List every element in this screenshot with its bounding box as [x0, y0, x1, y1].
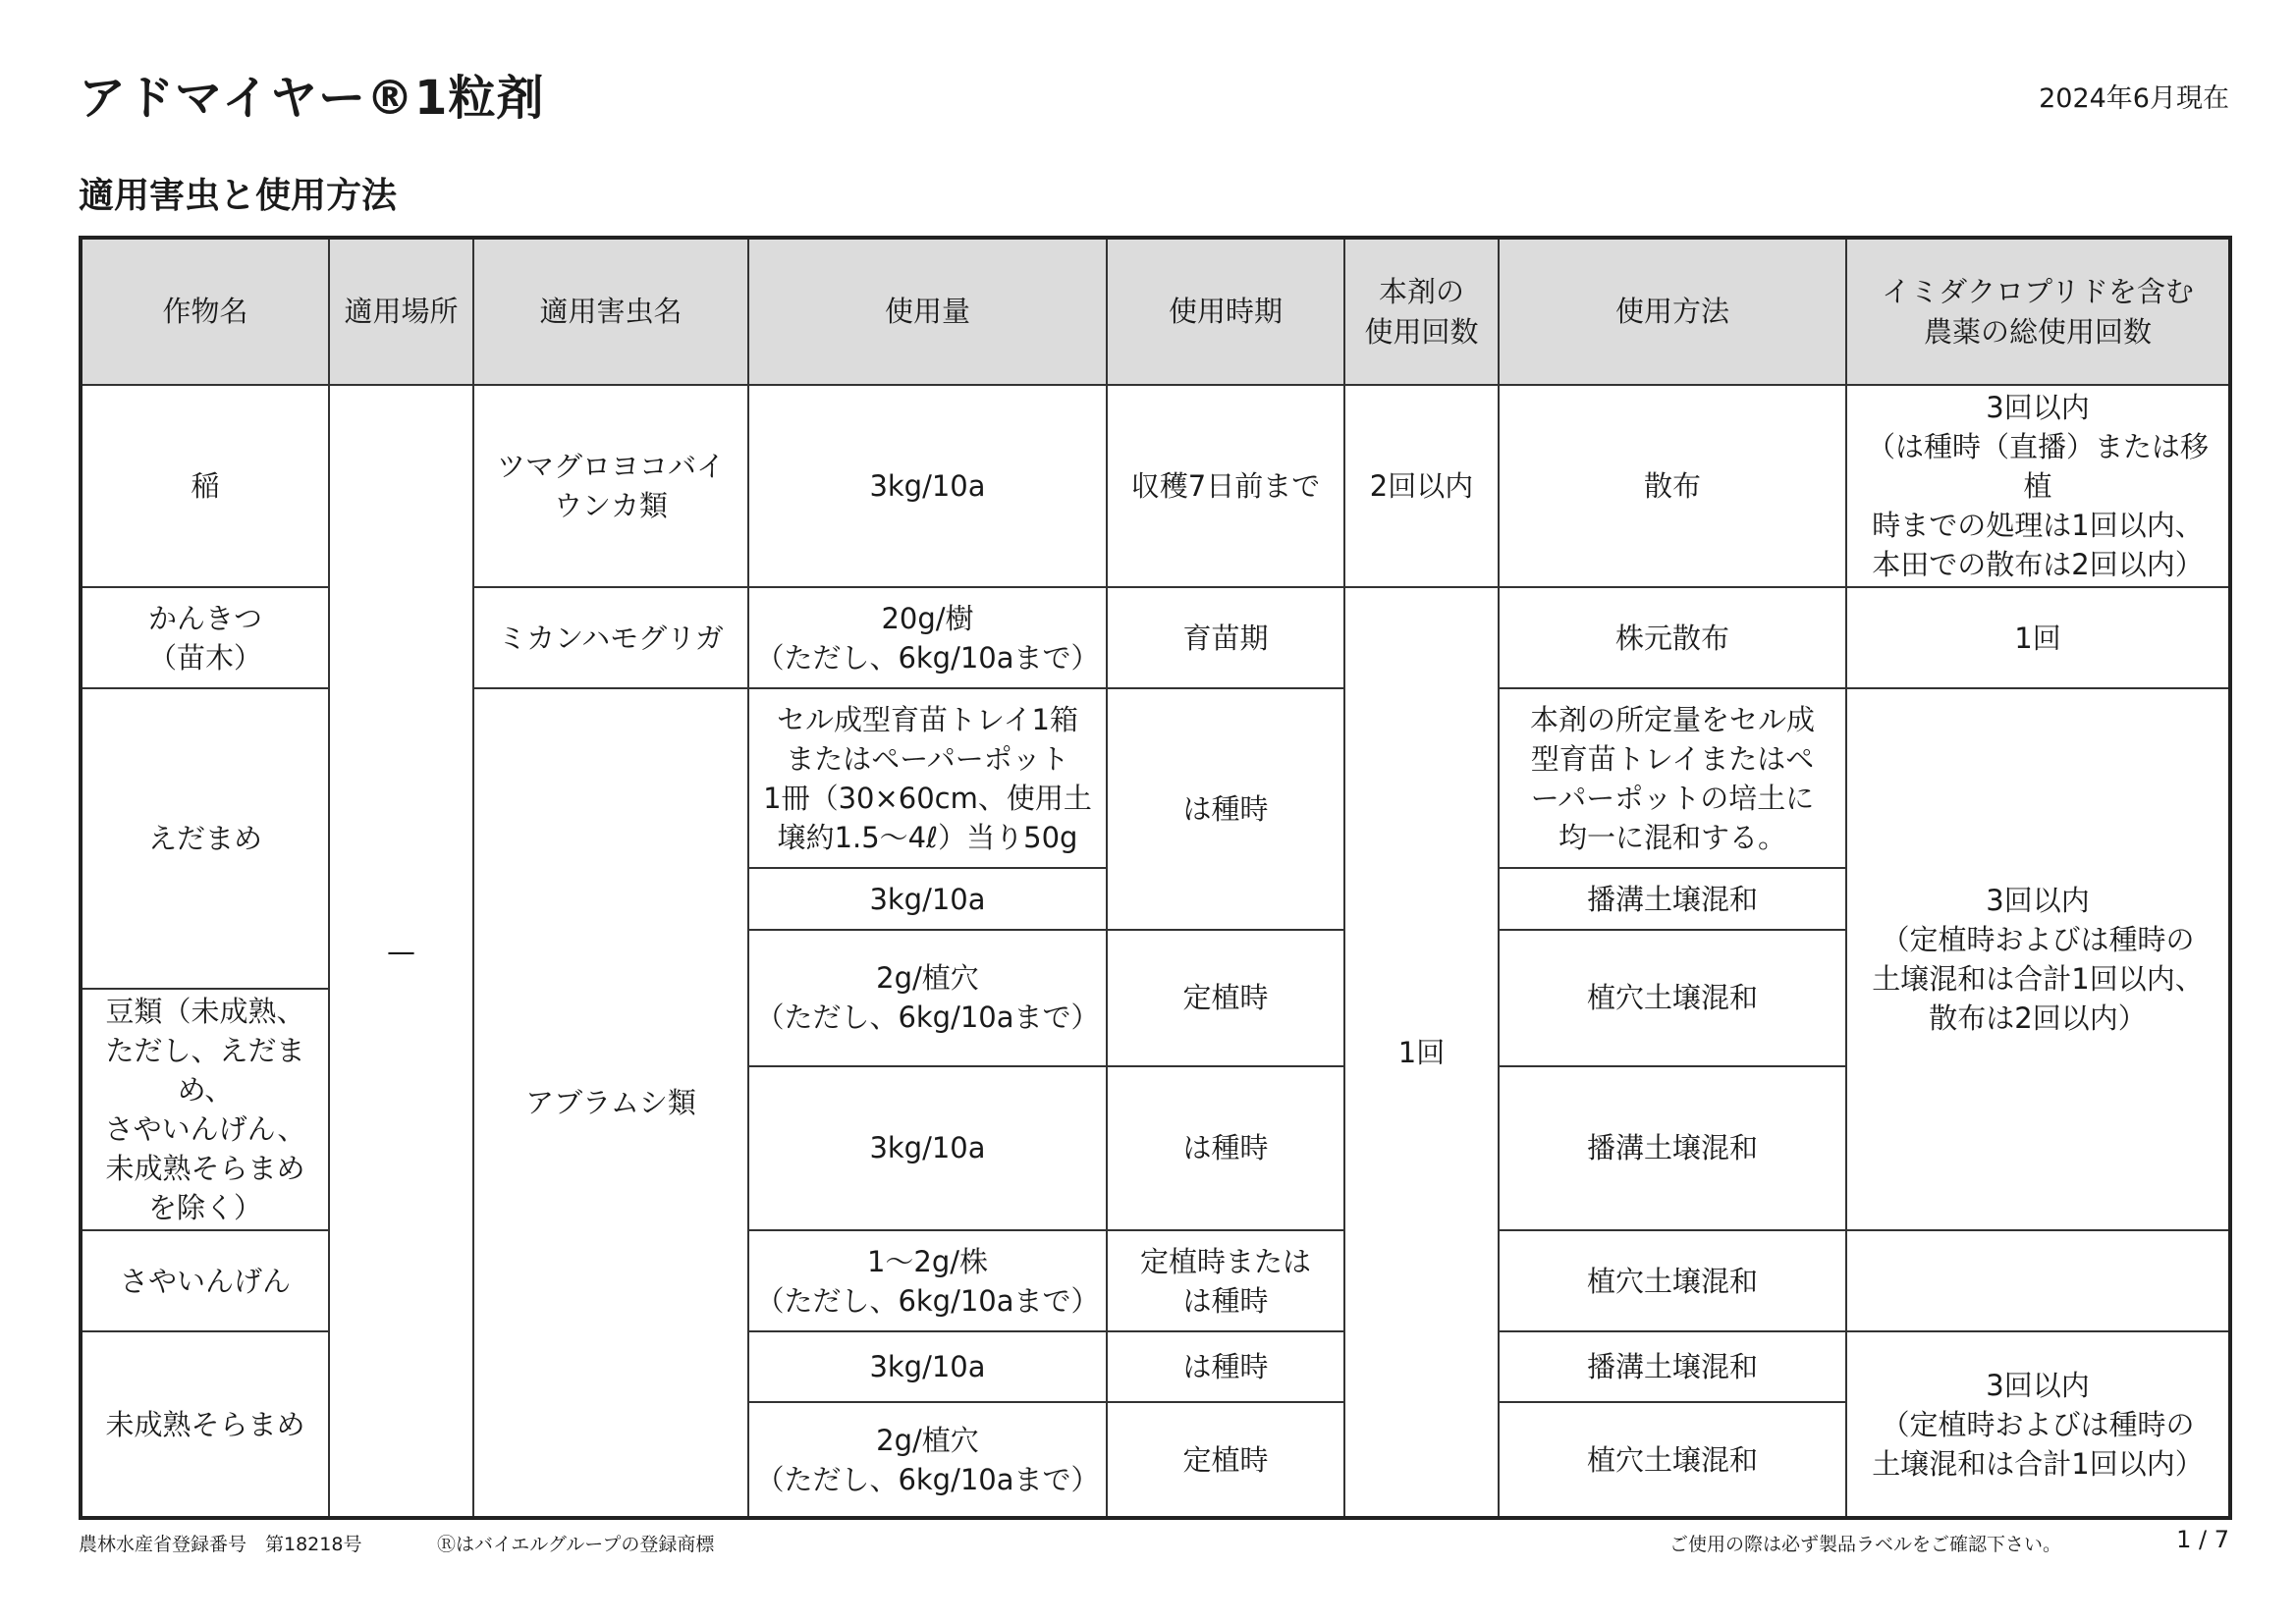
cell-amount-edamame-tray: セル成型育苗トレイ1箱 またはペーパーポット 1冊（30×60cm、使用土 壌約1.5〜4ℓ）当り50g: [748, 688, 1107, 868]
cell-timing-sayaingen: 定植時または は種時: [1107, 1230, 1344, 1331]
cell-total-beans-group: 3回以内 （定植時およびは種時の 土壌混和は合計1回以内、 散布は2回以内）: [1846, 688, 2230, 1230]
cell-pest-aphid: アブラムシ類: [473, 688, 748, 1518]
cell-timing-edamame-planting: 定植時: [1107, 930, 1344, 1066]
cell-timing-soramame-planting: 定植時: [1107, 1402, 1344, 1518]
cell-crop-soramame: 未成熟そらまめ: [81, 1331, 329, 1518]
cell-amount-beans: 3kg/10a: [748, 1066, 1107, 1231]
cell-amount-soramame-furrow: 3kg/10a: [748, 1331, 1107, 1402]
cell-crop-edamame: えだまめ: [81, 688, 329, 989]
header-total: イミダクロプリドを含む 農薬の総使用回数: [1846, 238, 2230, 385]
cell-timing-citrus: 育苗期: [1107, 587, 1344, 688]
cell-pest-rice: ツマグロヨコバイ ウンカ類: [473, 385, 748, 587]
cell-method-soramame-furrow: 播溝土壌混和: [1499, 1331, 1846, 1402]
cell-amount-soramame-hole: 2g/植穴 （ただし、6kg/10aまで）: [748, 1402, 1107, 1518]
header-place: 適用場所: [329, 238, 473, 385]
cell-method-rice: 散布: [1499, 385, 1846, 587]
cell-crop-rice: 稲: [81, 385, 329, 587]
table-row: [81, 385, 2230, 587]
cell-crop-sayaingen: さやいんげん: [81, 1230, 329, 1331]
cell-timing-rice: 収穫7日前まで: [1107, 385, 1344, 587]
cell-method-edamame-furrow: 播溝土壌混和: [1499, 868, 1846, 930]
label-check-note: ご使用の際は必ず製品ラベルをご確認下さい。: [1669, 1534, 2062, 1555]
cell-timing-soramame-sowing: は種時: [1107, 1331, 1344, 1402]
application-table: [79, 236, 2232, 1520]
table-header-row: [81, 238, 2230, 385]
section-title: 適用害虫と使用方法: [79, 176, 398, 216]
cell-total-rice: 3回以内 （は種時（直播）または移植 時までの処理は1回以内、 本田での散布は2回以内）: [1846, 385, 2230, 587]
cell-method-citrus: 株元散布: [1499, 587, 1846, 688]
cell-pest-citrus: ミカンハモグリガ: [473, 587, 748, 688]
cell-amount-sayaingen: 1〜2g/株 （ただし、6kg/10aまで）: [748, 1230, 1107, 1331]
document-title: アドマイヤー®1粒剤: [79, 71, 545, 126]
document-date: 2024年6月現在: [2039, 83, 2229, 114]
header-count: 本剤の 使用回数: [1344, 238, 1499, 385]
cell-total-citrus: 1回: [1846, 587, 2230, 688]
header-timing: 使用時期: [1107, 238, 1344, 385]
cell-method-soramame-hole: 植穴土壌混和: [1499, 1402, 1846, 1518]
cell-count-rice: 2回以内: [1344, 385, 1499, 587]
cell-method-sayaingen: 植穴土壌混和: [1499, 1230, 1846, 1331]
trademark-note: Ⓡはバイエルグループの登録商標: [437, 1534, 715, 1555]
cell-method-beans: 播溝土壌混和: [1499, 1066, 1846, 1231]
cell-crop-beans: 豆類（未成熟、 ただし、えだまめ、 さやいんげん、 未成熟そらまめ を除く）: [81, 989, 329, 1230]
header-pest: 適用害虫名: [473, 238, 748, 385]
registration-number: 農林水産省登録番号 第18218号: [79, 1534, 362, 1555]
cell-crop-citrus: かんきつ （苗木）: [81, 587, 329, 688]
cell-method-edamame-hole: 植穴土壌混和: [1499, 930, 1846, 1066]
cell-amount-rice: 3kg/10a: [748, 385, 1107, 587]
cell-total-soramame: 3回以内 （定植時およびは種時の 土壌混和は合計1回以内）: [1846, 1331, 2230, 1518]
cell-amount-citrus: 20g/樹 （ただし、6kg/10aまで）: [748, 587, 1107, 688]
header-amount: 使用量: [748, 238, 1107, 385]
cell-timing-edamame-sowing: は種時: [1107, 688, 1344, 930]
cell-place: —: [329, 385, 473, 1518]
cell-amount-edamame-hole: 2g/植穴 （ただし、6kg/10aまで）: [748, 930, 1107, 1066]
header-method: 使用方法: [1499, 238, 1846, 385]
page-number: 1 / 7: [2176, 1526, 2229, 1553]
cell-timing-beans: は種時: [1107, 1066, 1344, 1231]
cell-count-others: 1回: [1344, 587, 1499, 1518]
header-crop: 作物名: [81, 238, 329, 385]
cell-amount-edamame-furrow: 3kg/10a: [748, 868, 1107, 930]
cell-method-edamame-tray: 本剤の所定量をセル成 型育苗トレイまたはペ ーパーポットの培土に 均一に混和する。: [1499, 688, 1846, 868]
